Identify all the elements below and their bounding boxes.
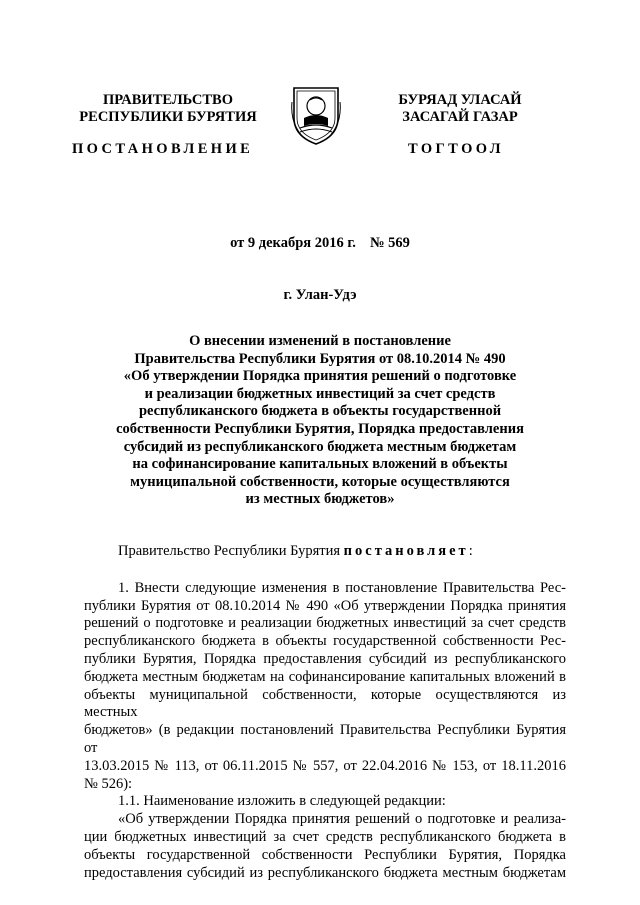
document-date: от 9 декабря 2016 г. [230, 235, 356, 251]
document-title [80, 333, 560, 509]
preamble-suffix: : [468, 543, 473, 559]
title-line: «Об утверждении Порядка принятия решений о подготовке [123, 368, 517, 385]
title-line: Правительства Республики Бурятия от 08.10.2014 № 490 [134, 350, 506, 367]
paragraph-line: объекты муниципальной собственности, которые осуществляются из местных [84, 686, 566, 721]
document-number: № 569 [369, 235, 410, 251]
title-line: муниципальной собственности, которые осуществляются [130, 473, 510, 490]
paragraph-line: объекты государственной собственности Республики Бурятия, Порядка [84, 846, 566, 863]
paragraph-line: решений о подготовке и реализации бюджетных инвестиций за счет средств [84, 615, 566, 632]
paragraph-line: бюджета местным бюджетам на софинансирование капитальных вложений в [84, 668, 566, 685]
city: г. Улан-Удэ [283, 287, 357, 303]
paragraph-line: публики Бурятия, Порядка предоставления субсидий из республиканского [84, 650, 566, 667]
header-left-line2: РЕСПУБЛИКИ БУРЯТИЯ [79, 109, 257, 125]
doc-type-left: ПОСТАНОВЛЕНИЕ [72, 141, 254, 157]
document-body [84, 543, 566, 882]
paragraph-line: «Об утверждении Порядка принятия решений о подготовке и реализа- [118, 811, 566, 828]
header-right-line2: ЗАСАГАЙ ГАЗАР [402, 109, 518, 125]
coat-of-arms-icon [288, 82, 344, 146]
paragraph-line: ции бюджетных инвестиций за счет средств республиканского бюджета в [84, 828, 566, 845]
title-line: собственности Республики Бурятия, Порядка предоставления [116, 420, 524, 437]
paragraph-line: 1. Внести следующие изменения в постановление Правительства Рес- [118, 579, 566, 596]
title-line: на софинансирование капитальных вложений в объекты [132, 456, 508, 473]
title-line: субсидий из республиканского бюджета местным бюджетам [123, 438, 517, 455]
preamble [84, 543, 566, 561]
title-line: из местных бюджетов» [245, 491, 395, 508]
paragraph-line: предоставления субсидий из республиканского бюджета местным бюджетам [84, 864, 566, 881]
paragraph-line: № 526): [84, 775, 133, 792]
preamble-emphasis: постановляет [343, 543, 469, 559]
paragraph-line: 13.03.2015 № 113, от 06.11.2015 № 557, от 22.04.2016 № 153, от 18.11.2016 [84, 757, 566, 774]
date-line [0, 235, 640, 252]
header-right [385, 92, 535, 126]
preamble-prefix: Правительство Республики Бурятия [118, 543, 344, 559]
title-line: республиканского бюджета в объекты государственной [138, 403, 502, 420]
header-right-line1: БУРЯАД УЛАСАЙ [398, 92, 522, 108]
title-line: О внесении изменений в постановление [189, 333, 451, 349]
paragraph-line: 1.1. Наименование изложить в следующей редакции: [118, 793, 446, 810]
title-line: и реализации бюджетных инвестиций за счет средств [144, 385, 496, 402]
header-left [78, 92, 258, 126]
doc-type-right: ТОГТООЛ [408, 141, 504, 157]
header-left-line1: ПРАВИТЕЛЬСТВО [103, 92, 233, 108]
paragraph-line: публики Бурятия от 08.10.2014 № 490 «Об утверждении Порядка принятия [84, 597, 566, 614]
paragraph-line: республиканского бюджета в объекты государственной собственности Рес- [84, 633, 566, 650]
paragraph-line: бюджетов» (в редакции постановлений Правительства Республики Бурятия от [84, 722, 566, 756]
